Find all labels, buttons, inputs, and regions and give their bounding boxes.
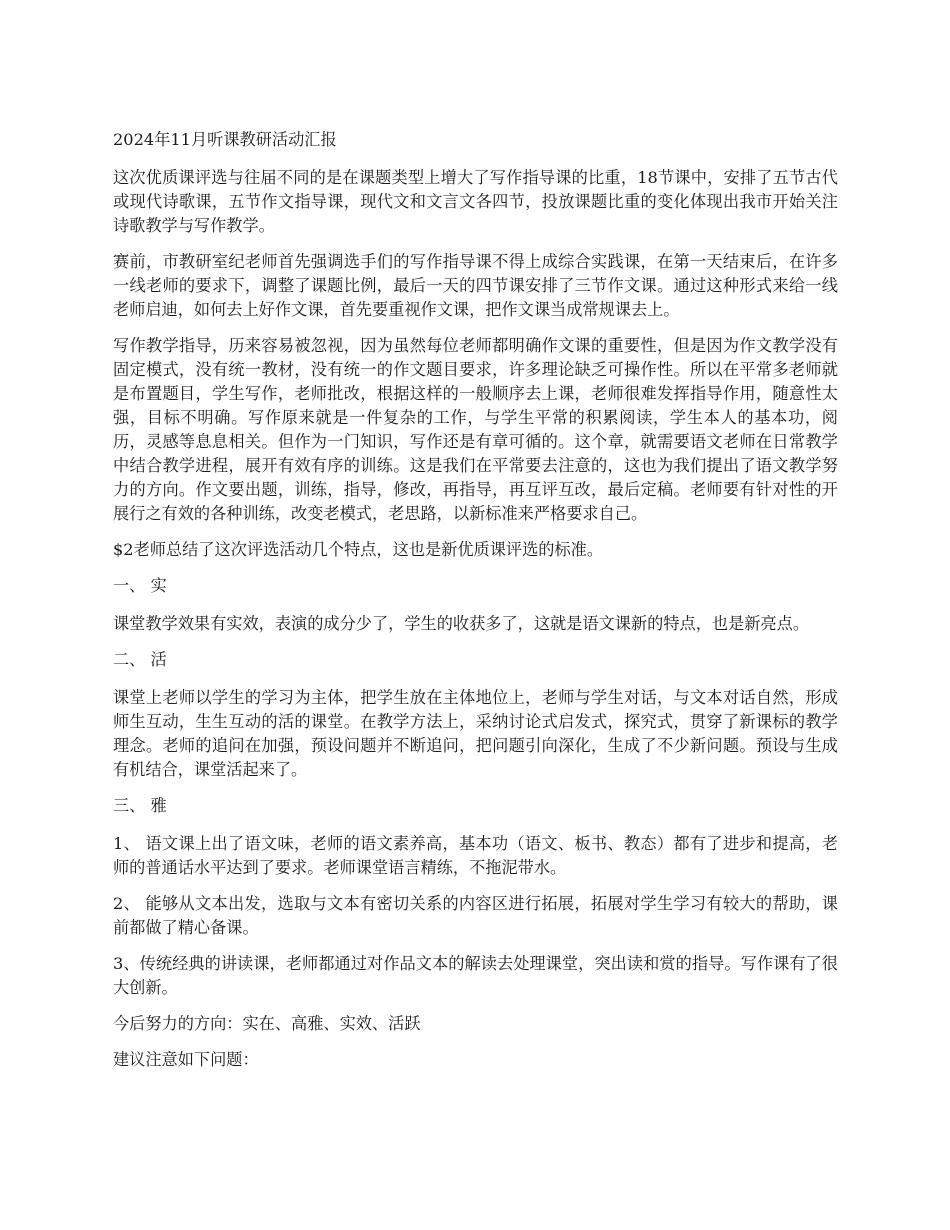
paragraph-huo: 课堂上老师以学生的学习为主体，把学生放在主体地位上，老师与学生对话，与文本对话自然，形成师生互动，生生互动的活的课堂。在教学方法上，采纳讨论式启发式，探究式，贯穿了新课标的教学理念。老师的追问在加强，预设问题并不断追问，把问题引向深化，生成了不少新问题。预设与生成有机结合，课堂活起来了。 (113, 688, 838, 779)
heading-shi: 一、 实 (113, 576, 167, 595)
paragraph-shi: 课堂教学效果有实效，表演的成分少了，学生的收获多了，这就是语文课新的特点，也是新亮点。 (113, 614, 810, 633)
paragraph-writing-guidance: 写作教学指导，历来容易被忽视，因为虽然每位老师都明确作文课的重要性，但是因为作文教学没有固定模式，没有统一教材，没有统一的作文题目要求，许多理论缺乏可操作性。所以在平常多老师就是布置题目，学生写作，老师批改，根据这样的一般顺序去上课，老师很难发挥指导作用，随意性太强，目标不明确。写作原来就是一件复杂的工作，与学生平常的积累阅读，学生本人的基本功，阅历，灵感等息息相关。但作为一门知识，写作还是有章可循的。这个章，就需要语文老师在日常教学中结合教学进程，展开有效有序的训练。这是我们在平常要去注意的，这也为我们提出了语文教学努力的方向。作文要出题，训练，指导，修改，再指导，再互评互改，最后定稿。老师要有针对性的开展行之有效的各种训练，改变老模式，老思路，以新标准来严格要求自己。 (113, 336, 838, 523)
paragraph-summary-intro: $2老师总结了这次评选活动几个特点，这也是新优质课评选的标准。 (113, 540, 604, 559)
heading-huo: 二、 活 (113, 650, 167, 669)
heading-ya: 三、 雅 (113, 796, 167, 815)
paragraph-direction: 今后努力的方向：实在、高雅、实效、活跃 (113, 1014, 421, 1033)
paragraph-evaluation-overview: 这次优质课评选与往届不同的是在课题类型上增大了写作指导课的比重，18节课中，安排了五节古代或现代诗歌课，五节作文指导课，现代文和文言文各四节，投放课题比重的变化体现出我市开始关注诗歌教学与写作教学。 (113, 168, 838, 235)
paragraph-pre-contest: 赛前，市教研室纪老师首先强调选手们的写作指导课不得上成综合实践课，在第一天结束后，在许多一线老师的要求下，调整了课题比例，最后一天的四节课安排了三节作文课。通过这种形式来给一线老师启迪，如何去上好作文课，首先要重视作文课，把作文课当成常规课去上。 (113, 252, 838, 319)
list-item-ya-3: 3、传统经典的讲读课，老师都通过对作品文本的解读去处理课堂，突出读和赏的指导。写作课有了很大创新。 (113, 954, 838, 997)
paragraph-suggestion: 建议注意如下问题： (113, 1050, 259, 1069)
list-item-ya-1: 1、 语文课上出了语文味，老师的语文素养高，基本功（语文、板书、教态）都有了进步和提高，老师的普通话水平达到了要求。老师课堂语言精练，不拖泥带水。 (113, 834, 838, 877)
list-item-ya-2: 2、 能够从文本出发，选取与文本有密切关系的内容区进行拓展，拓展对学生学习有较大的帮助，课前都做了精心备课。 (113, 894, 838, 937)
document-title: 2024年11月听课教研活动汇报 (113, 130, 337, 149)
